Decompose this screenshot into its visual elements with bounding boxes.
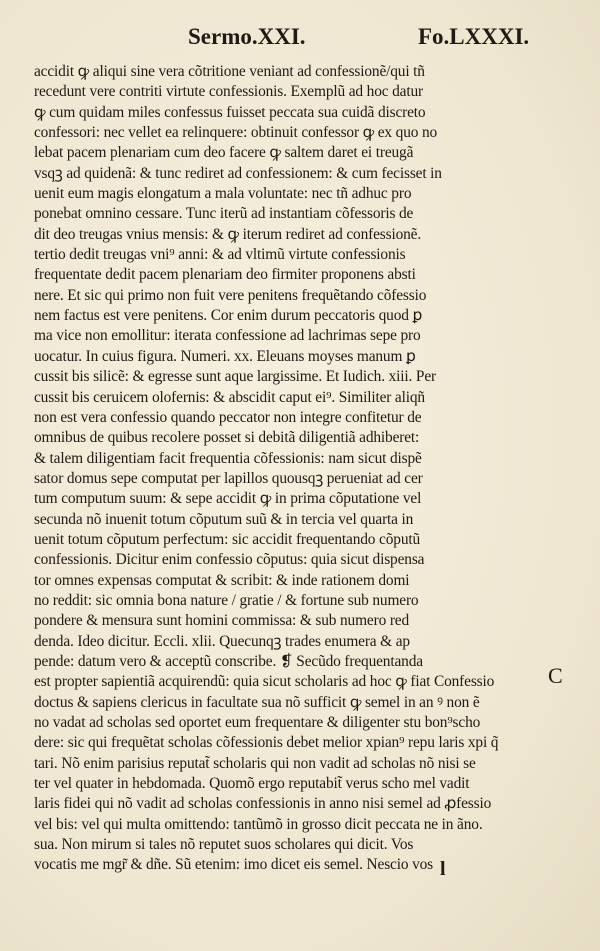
text-line: ter vel quater in hebdomada. Quomõ ergo reputabit̃ verus scho mel vadit [34,775,470,793]
text-line: no vadat ad scholas sed oportet eum frequentare & diligenter stu bon⁹scho [34,714,481,731]
text-line: accidit ꝙ aliqui sine vera cõtritione veniant ad confessionẽ/qui tñ [34,63,425,80]
text-line: lebat pacem plenariam cum deo facere ꝙ saltem daret ei treugã [34,144,414,162]
text-line: uenit totum cõputum perfectum: sic accidit frequentando cõputũ [34,530,421,548]
text-line: cussit bis ceruicem olofernis: & abscidit caput ei⁹. Similiter aliqñ [34,388,425,406]
text-line: laris fidei qui nõ vadit ad scholas confessionis in anno nisi semel ad ꝓfessio [34,795,492,813]
text-line: & talem diligentiam facit frequentia cõfessionis: nam sicut dispẽ [34,449,422,467]
text-line: tor omnes expensas computat & scribit: & inde rationem domi [34,571,410,589]
text-line: pondere & mensura sunt homini commissa: & sub numero red [34,612,410,630]
text-line: sator domus sepe computat per lapillos quousqꝫ perueniat ad cer [34,469,423,487]
text-line: ma vice non emollitur: iterata confessione ad lachrimas sepe pro [34,327,421,345]
folio-number: Fo.LXXXI. [418,24,530,49]
text-line: nere. Et sic qui primo non fuit vere penitens frequẽtando cõfessio [34,286,427,304]
body-text [34,62,574,876]
sermon-number: Sermo.XXI. [188,24,306,49]
text-line: uocatur. In cuius figura. Numeri. xx. Eleuans moyses manum ꝑ [34,347,416,365]
text-line: non est vera confessio quando peccator non integre confitetur de [34,408,422,426]
text-line: dit deo treugas vnius mensis: & ꝙ iterum rediret ad confessionẽ. [34,225,422,243]
text-line: tertio dedit treugas vni⁹ anni: & ad vltimũ virtute confessionis [34,246,406,264]
text-line: tum computum suum: & sepe accidit ꝙ in prima cõputatione vel [34,490,422,508]
text-line: cussit bis silicẽ: & egresse sunt aque largissime. Et Iudich. xiii. Per [34,368,436,386]
text-line: vel bis: vel qui multa omittendo: tantũmõ in grosso dicit peccata ne in ãno. [34,815,483,833]
text-line: confessionis. Dicitur enim confessio cõputus: quia sicut dispensa [34,551,425,569]
text-line: tari. Nõ enim parisius reputat̃ scholaris qui non vadit ad scholas nõ nisi se [34,754,476,772]
text-line: nem factus est vere penitens. Cor enim durum peccatoris quod ꝑ [34,307,423,325]
signature-mark: l [440,858,446,880]
text-line: omnibus de quibus recolere posset si debitã diligentiã adhiberet: [34,429,420,447]
text-line: vocatis me mgr̃ & dñe. Sũ etenim: imo dicet eis semel. Nescio vos [34,856,434,874]
text-line: dere: sic qui frequẽtat scholas cõfessionis debet melior xpian⁹ repu laris xpi q̃ [34,734,499,752]
text-line: no reddit: sic omnia bona nature / gratie / & fortune sub numero [34,591,419,609]
text-line: uenit eum magis elongatum a mala voluntate: nec tñ adhuc pro [34,185,412,203]
text-line: est propter sapientiã acquirendũ: quia sicut scholaris ad hoc ꝙ fiat Confessio [34,673,495,691]
text-line: secunda nõ inuenit totum cõputum suũ & in tercia vel quarta in [34,510,414,528]
text-line: vsqꝫ ad quidenã: & tunc rediret ad confessionem: & cum fecisset in [34,164,442,182]
text-line: ꝙ cum quidam miles confessus fuisset peccata sua cuidã discreto [34,103,426,121]
text-line: denda. Ideo dicitur. Eccli. xlii. Quecunqꝫ trades enumera & ap [34,632,410,650]
text-line: doctus & sapiens clericus in facultate sua nõ sufficit ꝙ semel in an ꝰ non ẽ [34,693,480,711]
running-head [0,24,600,54]
text-line: recedunt vere contriti virtute confessionis. Exemplũ ad hoc datur [34,83,423,101]
marginal-letter: C [548,663,563,688]
text-line: pende: datum vero & acceptũ conscribe. ❡ Secũdo frequentanda [34,652,423,670]
text-line: sua. Non mirum si tales nõ reputet suos scholares qui dicit. Vos [34,836,414,854]
text-line: frequentate dedit pacem plenariam deo firmiter proponens absti [34,266,416,284]
text-line: confessori: nec vellet ea relinquere: obtinuit confessor ꝙ ex quo no [34,124,438,142]
text-line: ponebat omnino cessare. Tunc iterũ ad instantiam cõfessoris de [34,205,414,223]
